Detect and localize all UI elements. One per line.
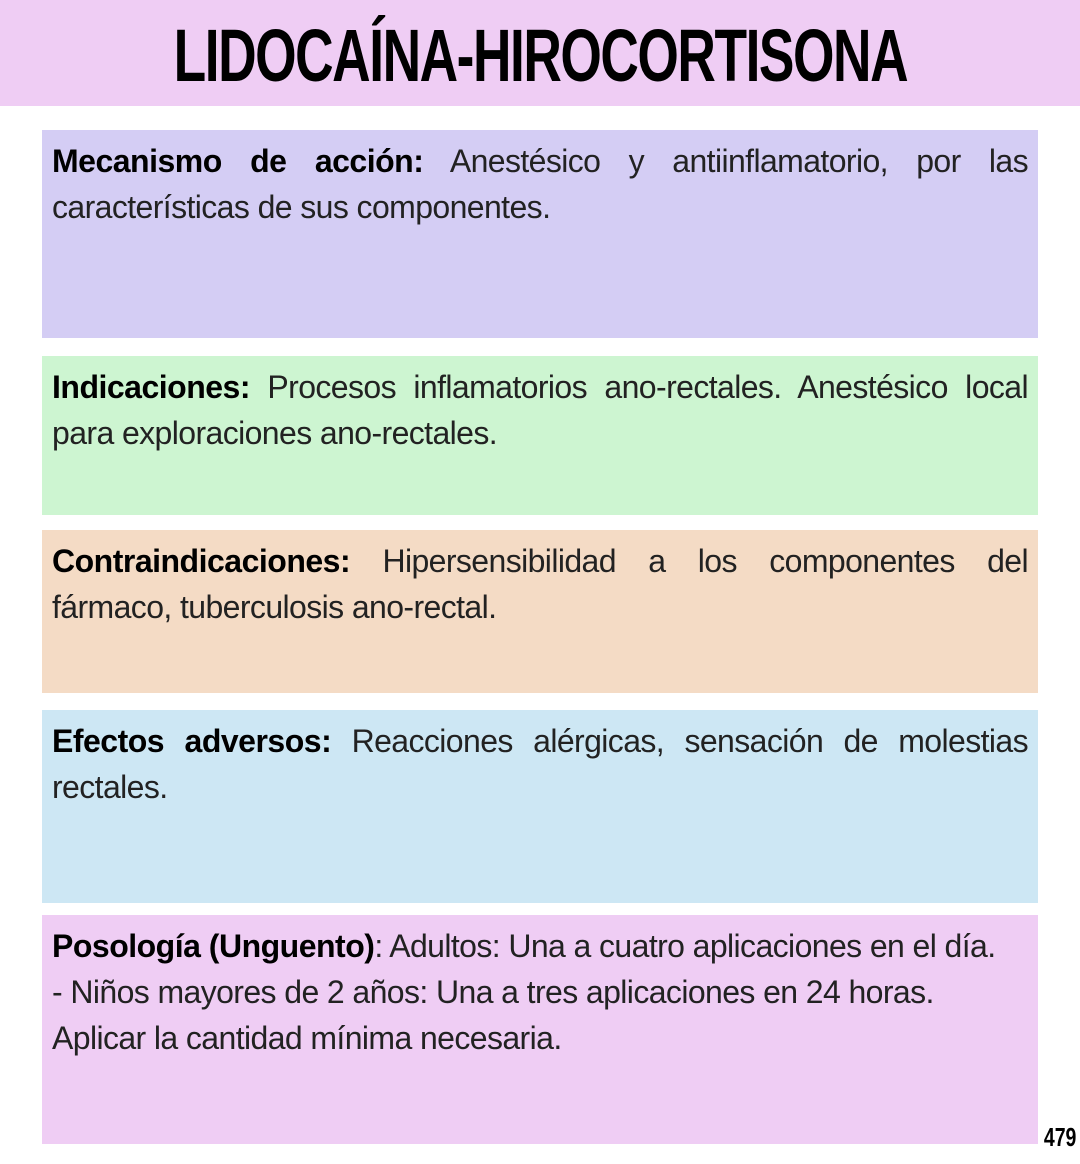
section-label: Posología (Unguento) bbox=[52, 928, 375, 964]
section-mecanismo-de-accion bbox=[42, 130, 1038, 338]
section-body bbox=[52, 138, 1028, 230]
section-posologia bbox=[42, 915, 1038, 1144]
section-text: Anestésico y antiinflamatorio, por las características de sus componentes. bbox=[52, 143, 1029, 225]
section-body bbox=[52, 538, 1028, 630]
section-text: Hipersensibilidad a los componentes del fármaco, tuberculosis ano-rectal. bbox=[52, 543, 1028, 625]
section-text: Reacciones alérgicas, sensación de molestias rectales. bbox=[52, 723, 1028, 805]
section-label: Efectos adversos: bbox=[52, 723, 332, 759]
page-number: 479 bbox=[1043, 1122, 1076, 1152]
section-label: Contraindicaciones: bbox=[52, 543, 351, 579]
section-label: Indicaciones: bbox=[52, 369, 250, 405]
section-text: : Adultos: Una a cuatro aplicaciones en el día. bbox=[374, 928, 996, 964]
title-banner bbox=[0, 0, 1080, 106]
section-contraindicaciones bbox=[42, 530, 1038, 693]
page-title: LIDOCAÍNA-HIROCORTISONA bbox=[173, 14, 907, 97]
section-efectos-adversos bbox=[42, 710, 1038, 903]
section-body bbox=[52, 923, 1028, 969]
section-line-ninos: - Niños mayores de 2 años: Una a tres aplicaciones en 24 horas. bbox=[52, 974, 934, 1010]
section-label: Mecanismo de acción: bbox=[52, 143, 424, 179]
section-text: Procesos inflamatorios ano-rectales. Anestésico local para exploraciones ano-rectales. bbox=[52, 369, 1028, 451]
section-indicaciones bbox=[42, 356, 1038, 515]
section-line-aplicar: Aplicar la cantidad mínima necesaria. bbox=[52, 1020, 562, 1056]
section-body bbox=[52, 718, 1028, 810]
section-body bbox=[52, 364, 1028, 456]
